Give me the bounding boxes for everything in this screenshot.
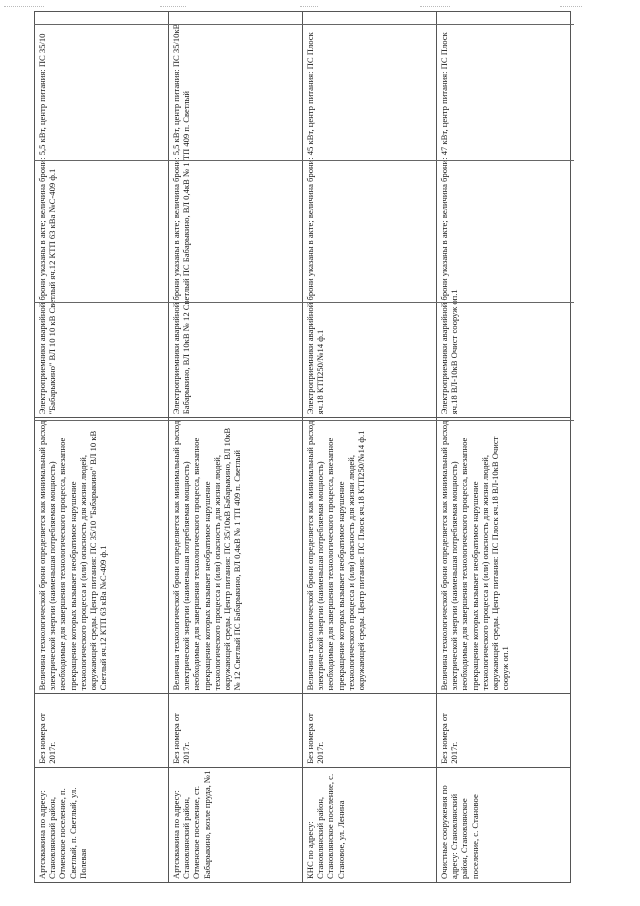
object-cell: Артскважина по адресу: Становлянский район, Отменское поселение, п. Светлый, п. Светлый, ул. Полевая: [35, 767, 169, 882]
object-cell: Артскважина по адресу: Становлянский район, Отменское поселение, ст. Бабарыкино, возле пруда, №1: [169, 767, 303, 882]
ruled-line: [34, 420, 574, 421]
document-cell: Без номера от 2017г.: [303, 694, 437, 767]
table-row: [169, 12, 303, 883]
document-cell: Без номера от 2017г.: [169, 694, 303, 767]
rotated-document: [34, 11, 574, 883]
values-cell: Электроприемники аварийной брони указаны в акте; величина брони: 5,5 кВт, центр питания: ПС 35/10кВ Бабарыкино, ВЛ 10кВ № 12 Светлый ПС Бабарыкино, ВЛ 0,4кВ № 1 ТП 409 п. Светлый: [169, 12, 303, 418]
values-cell: Электроприемники аварийной брони указаны в акте; величина брони: 47 кВт, центр питания: ПС Плоск яч.18 ВЛ-10кВ Очист сооруж оп.1: [437, 12, 571, 418]
ruled-line: [34, 24, 574, 25]
description-cell: Величина технологической брони определяется как минимальный расход электрической энергии (наименьшая потребляемая мощность) необходимые для завершения технологического процесса, внезапное прекращение которых вызывает необратимое нарушение технологического процесса и (или) опасность для жизни людей, окружающей среды. Центр питания: ПС Плоск яч.18 КТП250/№14 ф.1: [303, 418, 437, 694]
table-row: [437, 12, 571, 883]
ruled-line: [34, 160, 574, 161]
document-cell: Без номера от 2017г.: [35, 694, 169, 767]
ruled-line: [34, 302, 574, 303]
document-cell: Без номера от 2017г.: [437, 694, 571, 767]
object-cell: КНС по адресу: Становлянский район, Становлянское поселение, с. Становое, ул. Ленина: [303, 767, 437, 882]
object-cell: Очистные сооружения по адресу: Становлянский район, Становлянское поселение, с. Становое: [437, 767, 571, 882]
table-row: [303, 12, 437, 883]
backup-power-table: [34, 11, 571, 883]
values-cell: Электроприемники аварийной брони указаны в акте; величина брони: 45 кВт, центр питания: ПС Плоск яч.18 КТП250/№14 ф.1: [303, 12, 437, 418]
values-cell: Электроприемники аварийной брони указаны в акте; величина брони: 5,5 кВт, центр питания: ПС 35/10 "Бабарыкино" ВЛ 10 10 кВ Светлый яч.12 КТП 63 кВа №С-409 ф.1: [35, 12, 169, 418]
scan-artifacts: [0, 6, 640, 8]
description-cell: Величина технологической брони определяется как минимальный расход электрической энергии (наименьшая потребляемая мощность) необходимые для завершения технологического процесса, внезапное прекращение которых вызывает необратимое нарушение технологического процесса и (или) опасность для жизни людей, окружающей среды. Центр питания: ПС 35/10кВ Бабарыкино, ВЛ 10кВ № 12 Светлый ПС Бабарыкино, ВЛ 0,4кВ № 1 ТП 409 п. Светлый: [169, 418, 303, 694]
description-cell: Величина технологической брони определяется как минимальный расход электрической энергии (наименьшая потребляемая мощность) необходимые для завершения технологического процесса, внезапное прекращение которых вызывает необратимое нарушение технологического процесса и (или) опасность для жизни людей, окружающей среды. Центр питания: ПС Плоск яч.18 ВЛ-10кВ Очист сооруж оп.1: [437, 418, 571, 694]
description-cell: Величина технологической брони определяется как минимальный расход электрической энергии (наименьшая потребляемая мощность) необходимые для завершения технологического процесса, внезапное прекращение которых вызывает необратимое нарушение технологического процесса и (или) опасность для жизни людей, окружающей среды. Центр питания: ПС 35/10 "Бабарыкино" ВЛ 10 кВ Светлый яч.12 КТП 63 кВа №С-409 ф.1: [35, 418, 169, 694]
table-row: [35, 12, 169, 883]
